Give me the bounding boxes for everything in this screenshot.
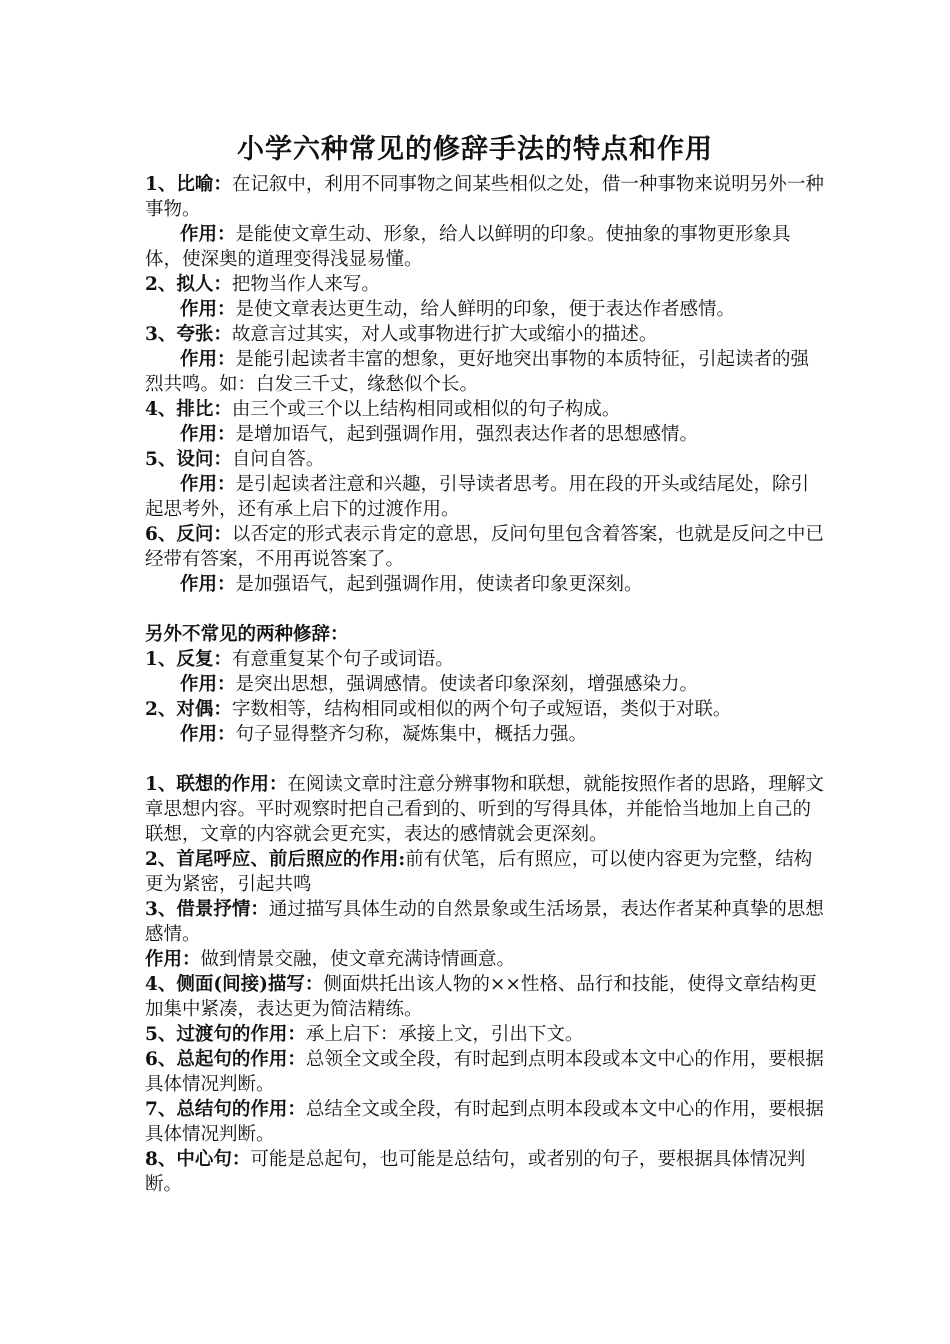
effect-label: 作用： [180,574,236,595]
hyperbole-definition [145,322,825,347]
metaphor-definition [145,172,825,222]
effect-text: 做到情景交融，使文章充满诗情画意。 [200,949,516,970]
effect-label: 作用： [180,724,236,745]
note-central [145,1147,825,1197]
note-text: 可能是总起句，也可能是总结句，或者别的句子，要根据具体情况判断。 [145,1149,806,1195]
effect-label: 作用： [180,299,236,320]
note-text: 前有伏笔，后有照应，可以使内容更为完整，结构更为紧密，引起共鸣 [145,849,813,895]
term-label: 1、比喻： [145,174,232,195]
note-scenery-effect [145,947,825,972]
note-label: 8、中心句： [145,1149,251,1170]
term-text: 自问自答。 [231,449,325,470]
page-title: 小学六种常见的修辞手法的特点和作用 [237,134,713,165]
note-opening [145,1047,825,1097]
term-text: 以否定的形式表示肯定的意思，反问句里包含着答案，也就是反问之中已经带有答案，不用再说答案了。 [145,524,824,570]
note-label: 2、首尾呼应、前后照应的作用: [145,849,406,870]
effect-text: 是能引起读者丰富的想象，更好地突出事物的本质特征，引起读者的强烈共鸣。如：白发三千丈，缘愁似个长。 [145,349,810,395]
effect-label: 作用： [180,224,236,245]
personification-definition [145,272,825,297]
document-body [145,172,825,1197]
spacer [145,747,825,772]
spacer [145,597,825,622]
effect-label: 作用： [180,424,236,445]
note-label: 3、借景抒情： [145,899,269,920]
rhetorical-effect [145,572,825,597]
hyperbole-effect [145,347,825,397]
note-indirect [145,972,825,1022]
effect-text: 是能使文章生动、形象，给人以鲜明的印象。使抽象的事物更形象具体，使深奥的道理变得浅显易懂。 [145,224,791,270]
note-text: 承上启下：承接上文，引出下文。 [305,1024,584,1045]
note-summary [145,1097,825,1147]
note-text: 总结全文或全段，有时起到点明本段或本文中心的作用，要根据具体情况判断。 [145,1099,824,1145]
effect-label: 作用： [180,349,236,370]
question-effect [145,472,825,522]
effect-label: 作用： [145,949,201,970]
question-definition [145,447,825,472]
note-association [145,772,825,847]
rhetorical-definition [145,522,825,572]
repetition-definition [145,647,825,672]
note-label: 6、总起句的作用： [145,1049,306,1070]
term-text: 在记叙中，利用不同事物之间某些相似之处，借一种事物来说明另外一种事物。 [145,174,824,220]
note-text: 侧面烘托出该人物的××性格、品行和技能，使得文章结构更加集中紧凑，表达更为简洁精练。 [145,974,817,1020]
parallelism-effect [145,422,825,447]
term-label: 4、排比： [145,399,232,420]
note-transition [145,1022,825,1047]
effect-text: 是突出思想，强调感情。使读者印象深刻，增强感染力。 [235,674,699,695]
term-text: 有意重复某个句子或词语。 [231,649,454,670]
effect-text: 是增加语气，起到强调作用，强烈表达作者的思想感情。 [235,424,699,445]
antithesis-effect [145,722,825,747]
note-text: 总领全文或全段，有时起到点明本段或本文中心的作用，要根据具体情况判断。 [145,1049,824,1095]
note-text: 通过描写具体生动的自然景象或生活场景，表达作者某种真挚的思想感情。 [145,899,824,945]
term-text: 由三个或三个以上结构相同或相似的句子构成。 [231,399,621,420]
parallelism-definition [145,397,825,422]
note-scenery [145,897,825,947]
effect-label: 作用： [180,474,236,495]
note-label: 4、侧面(间接)描写： [145,974,324,995]
term-label: 5、设问： [145,449,232,470]
note-label: 7、总结句的作用： [145,1099,306,1120]
term-label: 1、反复： [145,649,232,670]
term-label: 2、拟人： [145,274,232,295]
note-label: 1、联想的作用： [145,774,288,795]
term-text: 把物当作人来写。 [231,274,380,295]
note-text: 在阅读文章时注意分辨事物和联想，就能按照作者的思路，理解文章思想内容。平时观察时把自己看到的、听到的写得具体，并能恰当地加上自己的联想，文章的内容就会更充实，表达的感情就会更深刻。 [145,774,824,845]
effect-text: 是引起读者注意和兴趣，引导读者思考。用在段的开头或结尾处，除引起思考外，还有承上启下的过渡作用。 [145,474,810,520]
term-label: 3、夸张： [145,324,232,345]
effect-label: 作用： [180,674,236,695]
others-heading: 另外不常见的两种修辞： [145,624,349,645]
repetition-effect [145,672,825,697]
metaphor-effect [145,222,825,272]
effect-text: 句子显得整齐匀称，凝炼集中，概括力强。 [235,724,588,745]
antithesis-definition [145,697,825,722]
note-echo [145,847,825,897]
personification-effect [145,297,825,322]
effect-text: 是使文章表达更生动，给人鲜明的印象，便于表达作者感情。 [235,299,736,320]
term-label: 6、反问： [145,524,232,545]
note-label: 5、过渡句的作用： [145,1024,306,1045]
effect-text: 是加强语气，起到强调作用，使读者印象更深刻。 [235,574,643,595]
term-label: 2、对偶： [145,699,232,720]
term-text: 字数相等，结构相同或相似的两个句子或短语，类似于对联。 [231,699,732,720]
term-text: 故意言过其实，对人或事物进行扩大或缩小的描述。 [231,324,658,345]
